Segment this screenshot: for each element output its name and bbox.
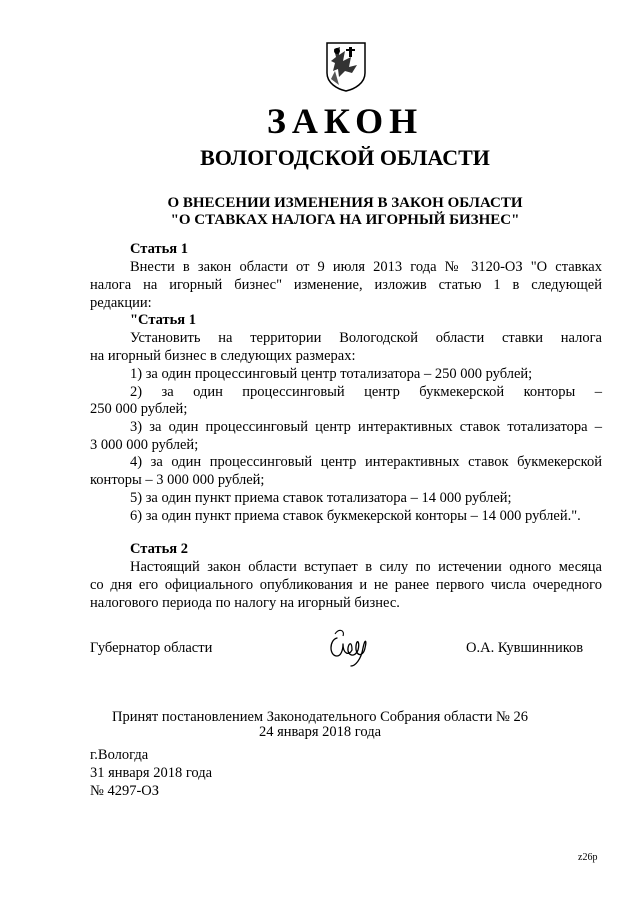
article-2-line-1: Настоящий закон области вступает в силу по истечении одного месяца xyxy=(130,559,602,575)
article-2-line-3: налогового периода по налогу на игорный бизнес. xyxy=(90,595,400,611)
coat-of-arms-icon xyxy=(325,41,367,93)
footer-code: z26p xyxy=(578,852,598,863)
quoted-article-line-5: 250 000 рублей; xyxy=(90,401,188,417)
law-number: № 4297-ОЗ xyxy=(90,783,160,799)
signatory-position: Губернатор области xyxy=(90,640,213,656)
law-heading-line-1: О ВНЕСЕНИИ ИЗМЕНЕНИЯ В ЗАКОН ОБЛАСТИ xyxy=(167,195,523,211)
article-1-title: Статья 1 xyxy=(130,241,188,257)
quoted-article-line-7: 3 000 000 рублей; xyxy=(90,437,199,453)
quoted-article-line-10: 5) за один пункт приема ставок тотализатора – 14 000 рублей; xyxy=(130,490,512,506)
article-1-line-2: налога на игорный бизнес" изменение, изложив статью 1 в следующей xyxy=(90,277,602,293)
article-2-title: Статья 2 xyxy=(130,541,188,557)
article-1-line-1: Внести в закон области от 9 июля 2013 года № 3120-ОЗ "О ставках xyxy=(130,259,602,275)
adoption-line-1: Принят постановлением Законодательного Собрания области № 26 xyxy=(112,709,528,725)
quoted-article-line-1: Установить на территории Вологодской области ставки налога xyxy=(130,330,602,346)
document-title: ЗАКОН xyxy=(266,101,424,141)
quoted-article-title: "Статья 1 xyxy=(130,312,197,328)
quoted-article-line-9: конторы – 3 000 000 рублей; xyxy=(90,472,265,488)
place: г.Вологда xyxy=(90,747,149,763)
article-1-line-3: редакции: xyxy=(90,295,152,311)
document-subtitle: ВОЛОГОДСКОЙ ОБЛАСТИ xyxy=(200,145,490,170)
quoted-article-line-4: 2) за один процессинговый центр букмекерской конторы – xyxy=(130,384,602,400)
date: 31 января 2018 года xyxy=(90,765,213,781)
signature-icon xyxy=(325,620,375,670)
law-heading-line-2: "О СТАВКАХ НАЛОГА НА ИГОРНЫЙ БИЗНЕС" xyxy=(170,212,520,228)
adoption-line-2: 24 января 2018 года xyxy=(258,724,382,740)
quoted-article-line-11: 6) за один пункт приема ставок букмекерской конторы – 14 000 рублей.". xyxy=(130,508,581,524)
quoted-article-line-2: на игорный бизнес в следующих размерах: xyxy=(90,348,356,364)
quoted-article-line-6: 3) за один процессинговый центр интерактивных ставок тотализатора – xyxy=(130,419,602,435)
article-2-line-2: со дня его официального опубликования и не ранее первого числа очередного xyxy=(90,577,602,593)
quoted-article-line-3: 1) за один процессинговый центр тотализатора – 250 000 рублей; xyxy=(130,366,533,382)
signatory-name: О.А. Кувшинников xyxy=(466,640,584,656)
quoted-article-line-8: 4) за один процессинговый центр интерактивных ставок букмекерской xyxy=(130,454,602,470)
